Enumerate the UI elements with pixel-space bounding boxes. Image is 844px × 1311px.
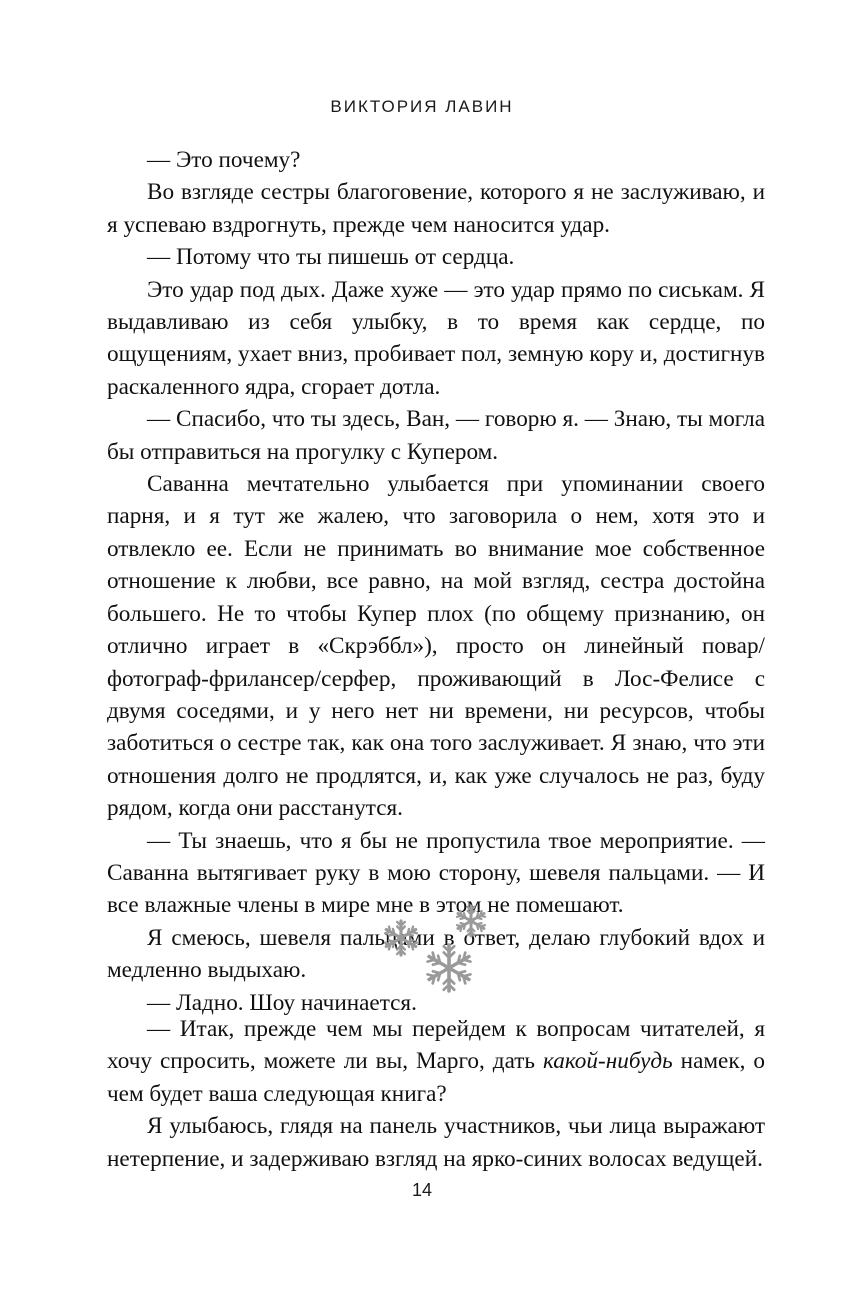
paragraph: Я улыбаюсь, глядя на панель участников, чьи лица выражают нетерпение, и задерживаю взгляд на ярко-синих волосах ведущей. [107,1113,765,1172]
paragraph: Это удар под дых. Даже хуже — это удар прямо по сиськам. Я выдавливаю из себя улыбку, в то время как сердце, по ощущениям, ухает вниз, пробивает пол, земную кору и, достигнув раскаленного ядра, сгорает дотла. [107,276,765,400]
question-text-start: — Итак, прежде чем мы перейдем к вопросам читателей, я хочу спросить, можете ли вы, Марго, дать [107,1016,765,1075]
snowflakes-icon [375,901,495,1001]
paragraph: — Потому что ты пишешь от сердца. [147,244,515,271]
snowflake-icon [428,945,471,991]
running-header: ВИКТОРИЯ ЛАВИН [330,97,514,116]
emphasized-word: какой-нибудь [542,1048,673,1075]
page-number: 14 [411,1180,433,1200]
paragraph: Я смеюсь, шевеля пальцами в ответ, делаю глубокий вдох и медленно выдыхаю. [107,924,765,984]
paragraph: Саванна мечтательно улыбается при упоминании своего парня, и я тут же жалею, что заговорила о нем, хотя это и отвлекло ее. Если не принимать во внимание мое собственное отношение к любви, все равно, на мой взгляд, сестра достойна большего. Не то чтобы Купер плох (по общему признанию, он отлично играет в «Скрэббл»), просто он линейный повар/фотограф-фрилансер/серфер, проживающий в Лос-Фелисе с двумя соседями, и у него нет ни времени, ни ресурсов, чтобы заботиться о сестре так, как она того заслуживает. Я знаю, что эти отношения долго не продлятся, и, как уже случалось не раз, буду рядом, когда они расстанутся. [107,471,765,822]
paragraph-question [107,1013,765,1110]
text-block-bottom [107,1013,765,1175]
question-text-end: намек, о чем будет ваша следующая книга? [107,1048,765,1107]
paragraph: Во взгляде сестры благоговение, которого я не заслуживаю, и я успеваю вздрогнуть, прежде чем наносится удар. [107,179,765,238]
snowflake-icon [385,921,417,955]
paragraph: — Спасибо, что ты здесь, Ван, — говорю я. — Знаю, ты могла бы отправиться на прогулку с Купером. [107,406,765,465]
paragraph: — Это почему? [147,147,301,173]
text-block-top [107,144,765,1019]
snowflake-icon [457,906,485,936]
paragraph: — Ты знаешь, что я бы не пропустила твое мероприятие. — Саванна вытягивает руку в мою сторону, шевеля пальцами. — И все влажные члены в мире мне в этом не помешают. [107,827,765,919]
paragraph: — Ладно. Шоу начинается. [147,989,417,1016]
